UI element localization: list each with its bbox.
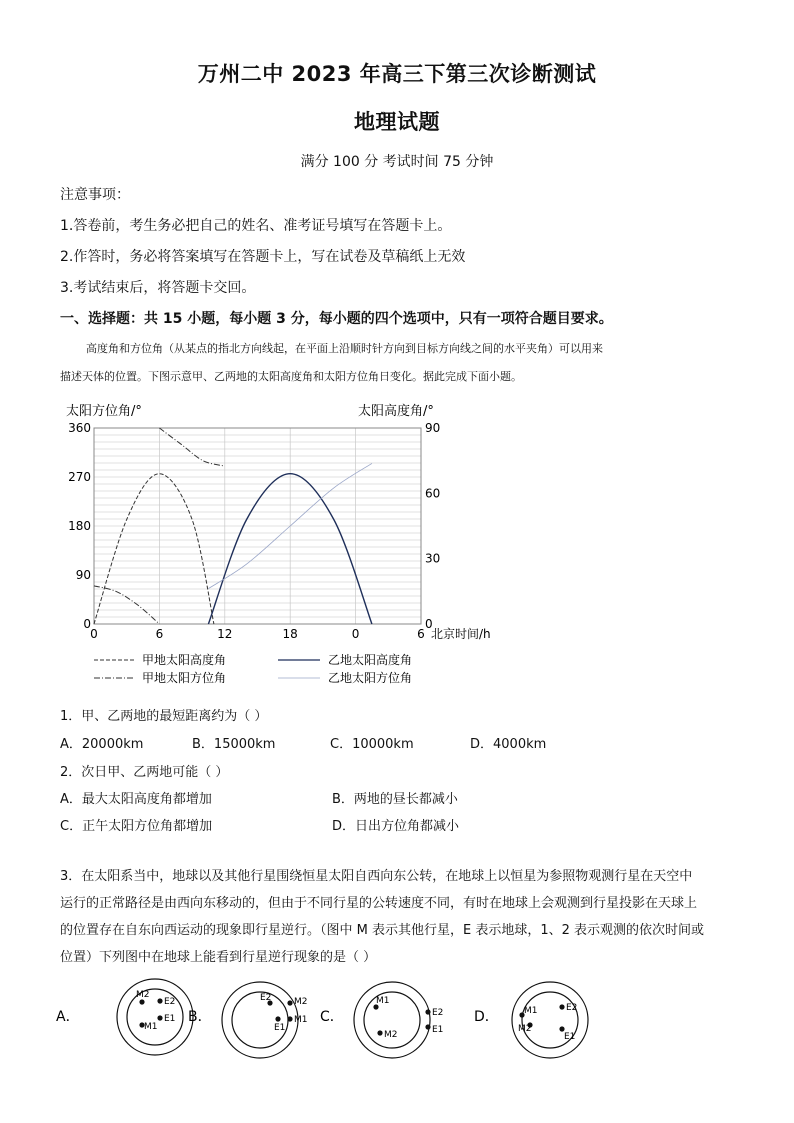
note-item: 3.考试结束后，将答题卡交回。 [60, 280, 256, 296]
y-left-tick-label: 180 [68, 519, 91, 533]
q3-line: 的位置存在自东向西运动的现象即行星逆行。（图中 M 表示其他行星，E 表示地球，1、2 表示观测的依次时间或 [60, 923, 705, 938]
earth-dot [425, 1024, 430, 1029]
label: M1 [524, 1006, 538, 1016]
y-left-tick-label: 0 [83, 617, 91, 631]
chart-grid [94, 428, 421, 624]
earth-dot [157, 998, 162, 1003]
planet-dot [377, 1030, 382, 1035]
label: E1 [164, 1014, 176, 1024]
outer-orbit [354, 982, 430, 1058]
exam-title: 万州二中 2023 年高三下第三次诊断测试 [197, 62, 597, 86]
series-line-2 [159, 428, 224, 466]
q3-line: 运行的正常路径是由西向东移动的，但由于不同行星的公转速度不同，有时在地球上会观测到行星投影在天球上 [60, 896, 698, 911]
earth-dot [157, 1015, 162, 1020]
orbit-diagram-c[interactable] [354, 982, 443, 1058]
orbit-diagram-b[interactable] [222, 982, 308, 1058]
left-axis-label: 太阳方位角/° [66, 404, 142, 419]
x-tick-label: 6 [155, 627, 164, 641]
q2-option-b[interactable]: B．两地的昼长都减小 [332, 792, 458, 807]
series-line-0 [94, 474, 214, 624]
q2-option-d[interactable]: D．日出方位角都减小 [332, 819, 460, 834]
y-left-tick-label: 360 [68, 421, 91, 435]
exam-meta: 满分 100 分 考试时间 75 分钟 [300, 154, 494, 170]
x-tick-label: 0 [351, 627, 360, 641]
q2-option-a[interactable]: A．最大太阳高度角都增加 [60, 792, 212, 807]
legend-label: 乙地太阳高度角 [328, 653, 413, 667]
chart-legend [94, 652, 412, 685]
y-right-tick-label: 30 [425, 551, 441, 566]
x-tick-label: 18 [282, 627, 298, 641]
label: M2 [136, 990, 150, 1000]
label: E2 [432, 1008, 444, 1018]
y-left-tick-label: 90 [75, 568, 91, 582]
label: M1 [294, 1015, 308, 1025]
x-tick-label: 6 [417, 627, 425, 641]
right-axis-label: 太阳高度角/° [358, 404, 434, 419]
label: M1 [376, 996, 390, 1006]
orbit-diagram-d[interactable] [512, 982, 588, 1058]
solar-angle-chart [58, 398, 508, 694]
q1-option-d[interactable]: D．4000km [470, 737, 547, 752]
planet-dot [287, 1016, 292, 1021]
section-heading: 一、选择题：共 15 小题，每小题 3 分，每小题的四个选项中，只有一项符合题目要求。 [60, 311, 613, 327]
orbit-diagram-a[interactable] [117, 979, 193, 1055]
y-right-tick-label: 0 [425, 617, 433, 631]
note-item: 1.答卷前，考生务必把自己的姓名、准考证号填写在答题卡上。 [60, 218, 452, 234]
q3-option-c-letter: C． [320, 1009, 344, 1025]
q2-option-c[interactable]: C．正午太阳方位角都增加 [60, 819, 213, 834]
outer-orbit [512, 982, 588, 1058]
x-tick-label: 12 [217, 627, 233, 641]
x-axis-label: 北京时间/h [431, 627, 491, 641]
q3-option-d-letter: D． [474, 1009, 499, 1025]
planet-dot [139, 999, 144, 1004]
note-item: 2.作答时，务必将答案填写在答题卡上，写在试卷及草稿纸上无效 [60, 249, 466, 265]
label: E1 [432, 1025, 444, 1035]
y-right-tick-label: 90 [425, 421, 441, 435]
label: E2 [164, 997, 176, 1007]
outer-orbit [117, 979, 193, 1055]
label: M2 [294, 997, 308, 1007]
legend-label: 甲地太阳高度角 [142, 653, 227, 667]
q3-option-b-letter: B． [188, 1009, 212, 1025]
label: M1 [144, 1022, 158, 1032]
intro-text-line1: 高度角和方位角（从某点的指北方向线起，在平面上沿顺时针方向到目标方向线之间的水平夹角）可以用来 [86, 342, 603, 355]
intro-text-line2: 描述天体的位置。下图示意甲、乙两地的太阳高度角和太阳方位角日变化。据此完成下面小题。 [60, 370, 522, 383]
legend-label: 乙地太阳方位角 [328, 671, 413, 685]
q1-option-b[interactable]: B．15000km [192, 737, 276, 752]
y-right-tick-label: 60 [425, 486, 441, 501]
subject-title: 地理试题 [354, 110, 440, 134]
q2-stem: 2．次日甲、乙两地可能（ ） [60, 765, 229, 780]
q1-option-c[interactable]: C．10000km [330, 737, 414, 752]
label: E2 [566, 1003, 578, 1013]
q3-line: 位置）下列图中在地球上能看到行星逆行现象的是（ ） [60, 950, 377, 965]
axis-ticks [68, 421, 440, 641]
label: M2 [384, 1030, 398, 1040]
legend-label: 甲地太阳方位角 [142, 671, 227, 685]
q3-option-a-letter: A． [56, 1009, 80, 1025]
x-tick-label: 0 [90, 627, 98, 641]
q3-diagrams [50, 975, 750, 1065]
notes-heading: 注意事项： [60, 187, 130, 203]
earth-dot [425, 1009, 430, 1014]
label: E1 [564, 1032, 576, 1042]
q1-option-a[interactable]: A．20000km [60, 737, 144, 752]
y-left-tick-label: 270 [68, 470, 91, 484]
earth-dot [275, 1016, 280, 1021]
earth-dot [559, 1026, 564, 1031]
planet-dot [287, 1000, 292, 1005]
label: E2 [260, 993, 272, 1003]
q1-stem: 1．甲、乙两地的最短距离约为（ ） [60, 709, 268, 724]
earth-dot [559, 1004, 564, 1009]
label: E1 [274, 1023, 286, 1033]
label: M2 [518, 1024, 532, 1034]
q3-line: 3．在太阳系当中，地球以及其他行星围绕恒星太阳自西向东公转，在地球上以恒星为参照物观测行星在天空中 [60, 869, 693, 884]
